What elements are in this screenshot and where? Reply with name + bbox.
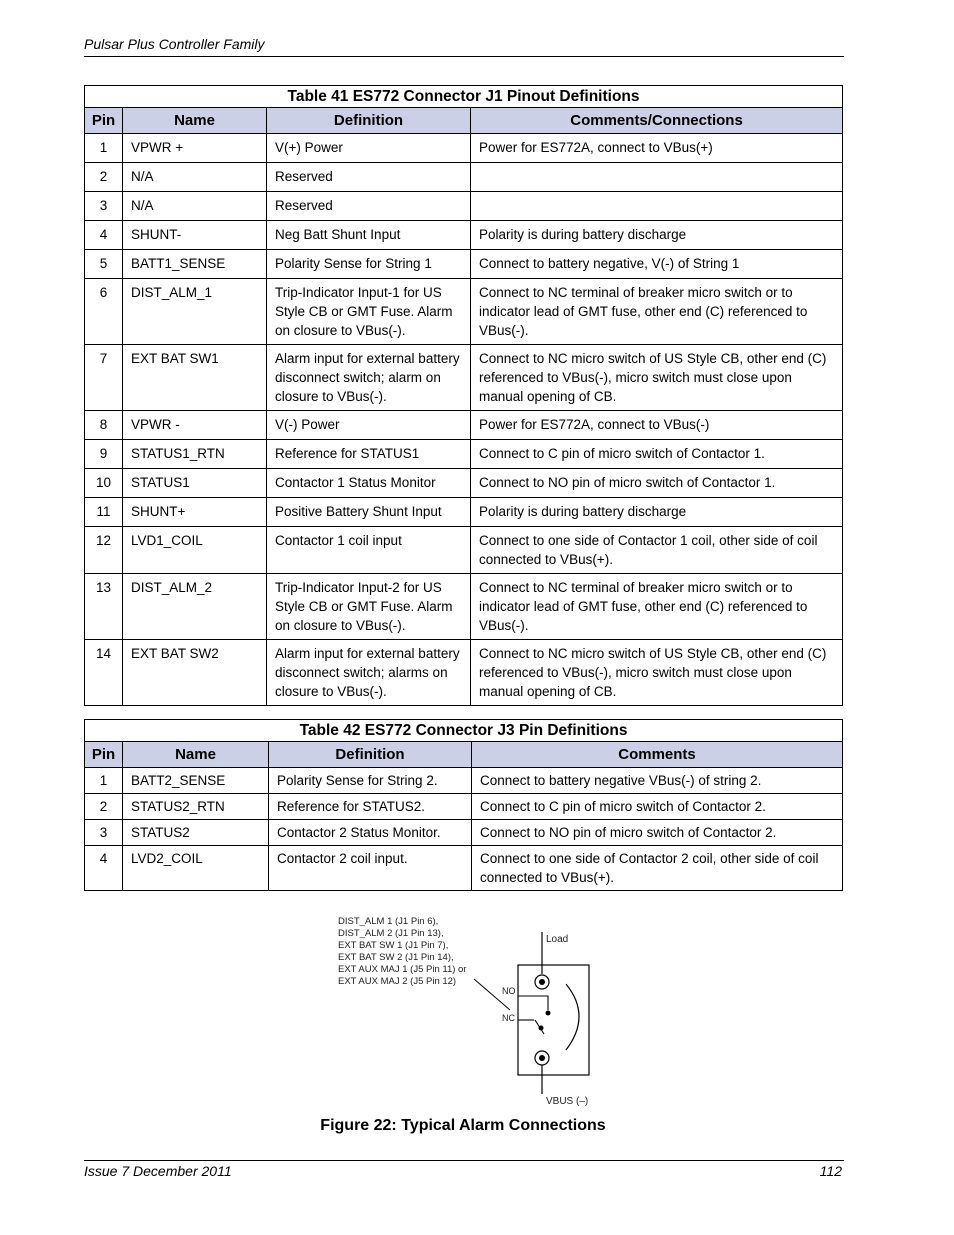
- definition-cell: Polarity Sense for String 1: [267, 250, 471, 279]
- name-cell: STATUS2: [123, 820, 269, 846]
- name-cell: DIST_ALM_2: [123, 574, 267, 640]
- figure-label-line: EXT AUX MAJ 1 (J5 Pin 11) or: [338, 964, 467, 975]
- name-cell: N/A: [123, 192, 267, 221]
- definition-cell: Contactor 2 coil input.: [269, 846, 472, 891]
- definition-cell: Reference for STATUS2.: [269, 794, 472, 820]
- comment-cell: Connect to NC terminal of breaker micro switch or to indicator lead of GMT fuse, other end (C) referenced to VBus(-).: [471, 279, 843, 345]
- comment-cell: Connect to battery negative, V(-) of String 1: [471, 250, 843, 279]
- comment-cell: Power for ES772A, connect to VBus(-): [471, 411, 843, 440]
- comment-cell: Connect to battery negative VBus(-) of string 2.: [472, 768, 843, 794]
- alarm-connection-diagram: [330, 912, 610, 1112]
- figure-label-line: DIST_ALM 1 (J1 Pin 6),: [338, 916, 439, 927]
- table-row: [85, 163, 843, 192]
- no-contact: [546, 1011, 551, 1016]
- load-label: Load: [546, 934, 569, 945]
- no-contact-line: [518, 996, 548, 1010]
- pin-cell: 12: [85, 527, 123, 574]
- definition-cell: Contactor 1 coil input: [267, 527, 471, 574]
- pin-cell: 9: [85, 440, 123, 469]
- definition-cell: Positive Battery Shunt Input: [267, 498, 471, 527]
- comment-cell: Connect to C pin of micro switch of Contactor 2.: [472, 794, 843, 820]
- pin-cell: 2: [85, 794, 123, 820]
- nc-label: NC: [502, 1013, 515, 1023]
- name-cell: EXT BAT SW1: [123, 345, 267, 411]
- figure-caption: Figure 22: Typical Alarm Connections: [320, 1117, 606, 1134]
- table-row: [85, 134, 843, 163]
- page-header: Pulsar Plus Controller Family: [84, 36, 265, 52]
- table-row: [85, 221, 843, 250]
- page-footer: [84, 1163, 842, 1179]
- pin-cell: 1: [85, 768, 123, 794]
- definition-cell: Neg Batt Shunt Input: [267, 221, 471, 250]
- table-row: [85, 574, 843, 640]
- column-header-comments: Comments: [472, 742, 843, 768]
- table-row: [85, 345, 843, 411]
- table-row: [85, 768, 843, 794]
- comment-cell: Polarity is during battery discharge: [471, 498, 843, 527]
- table-row: [85, 820, 843, 846]
- pin-cell: 6: [85, 279, 123, 345]
- column-header-definition: Definition: [267, 108, 471, 134]
- definition-cell: V(+) Power: [267, 134, 471, 163]
- common-contact: [539, 1026, 544, 1031]
- pin-cell: 8: [85, 411, 123, 440]
- table-row: [85, 279, 843, 345]
- pin-cell: 1: [85, 134, 123, 163]
- comment-cell: Connect to NC micro switch of US Style CB, other end (C) referenced to VBus(-), micro switch must close upon manual opening of CB.: [471, 345, 843, 411]
- pin-cell: 13: [85, 574, 123, 640]
- pin-cell: 2: [85, 163, 123, 192]
- issue-date: Issue 7 December 2011: [84, 1163, 232, 1179]
- column-header-name: Name: [123, 742, 269, 768]
- column-header-definition: Definition: [269, 742, 472, 768]
- name-cell: BATT2_SENSE: [123, 768, 269, 794]
- table-row: [85, 846, 843, 891]
- comment-cell: Power for ES772A, connect to VBus(+): [471, 134, 843, 163]
- table-row: [85, 411, 843, 440]
- name-cell: EXT BAT SW2: [123, 640, 267, 706]
- table-row: [85, 498, 843, 527]
- name-cell: N/A: [123, 163, 267, 192]
- definition-cell: Contactor 1 Status Monitor: [267, 469, 471, 498]
- definition-cell: Trip-Indicator Input-2 for US Style CB or GMT Fuse. Alarm on closure to VBus(-).: [267, 574, 471, 640]
- pin-cell: 3: [85, 192, 123, 221]
- alarm-connection-figure: [330, 912, 610, 1112]
- name-cell: DIST_ALM_1: [123, 279, 267, 345]
- table-row: [85, 527, 843, 574]
- name-cell: VPWR -: [123, 411, 267, 440]
- comment-cell: Polarity is during battery discharge: [471, 221, 843, 250]
- pin-cell: 14: [85, 640, 123, 706]
- table-row: [85, 640, 843, 706]
- table-42-title: Table 42 ES772 Connector J3 Pin Definitions: [85, 720, 843, 742]
- definition-cell: Reserved: [267, 192, 471, 221]
- figure-label-line: DIST_ALM 2 (J1 Pin 13),: [338, 928, 444, 939]
- name-cell: STATUS2_RTN: [123, 794, 269, 820]
- comment-cell: Connect to one side of Contactor 1 coil, other side of coil connected to VBus(+).: [471, 527, 843, 574]
- table-row: [85, 469, 843, 498]
- table-41-title: Table 41 ES772 Connector J1 Pinout Definitions: [85, 86, 843, 108]
- footer-rule: [84, 1160, 844, 1161]
- table-row: [85, 440, 843, 469]
- comment-cell: Connect to C pin of micro switch of Contactor 1.: [471, 440, 843, 469]
- pin-cell: 10: [85, 469, 123, 498]
- comment-cell: Connect to NO pin of micro switch of Contactor 1.: [471, 469, 843, 498]
- definition-cell: Contactor 2 Status Monitor.: [269, 820, 472, 846]
- definition-cell: Reference for STATUS1: [267, 440, 471, 469]
- definition-cell: Trip-Indicator Input-1 for US Style CB or GMT Fuse. Alarm on closure to VBus(-).: [267, 279, 471, 345]
- pin-cell: 5: [85, 250, 123, 279]
- pin-cell: 11: [85, 498, 123, 527]
- page-number: 112: [819, 1163, 842, 1179]
- definition-cell: Alarm input for external battery disconnect switch; alarm on closure to VBus(-).: [267, 345, 471, 411]
- comment-cell: [471, 163, 843, 192]
- pin-cell: 7: [85, 345, 123, 411]
- table-row: [85, 192, 843, 221]
- definition-cell: V(-) Power: [267, 411, 471, 440]
- figure-label-line: EXT BAT SW 2 (J1 Pin 14),: [338, 952, 454, 963]
- comment-cell: Connect to NC micro switch of US Style CB, other end (C) referenced to VBus(-), micro switch must close upon manual opening of CB.: [471, 640, 843, 706]
- figure-label-line: EXT AUX MAJ 2 (J5 Pin 12): [338, 976, 457, 987]
- comment-cell: Connect to NO pin of micro switch of Contactor 2.: [472, 820, 843, 846]
- no-label: NO: [502, 986, 516, 996]
- name-cell: STATUS1_RTN: [123, 440, 267, 469]
- vbus-label: VBUS (–): [546, 1096, 589, 1107]
- name-cell: LVD1_COIL: [123, 527, 267, 574]
- name-cell: SHUNT-: [123, 221, 267, 250]
- definition-cell: Reserved: [267, 163, 471, 192]
- definition-cell: Alarm input for external battery disconnect switch; alarms on closure to VBus(-).: [267, 640, 471, 706]
- comment-cell: Connect to one side of Contactor 2 coil, other side of coil connected to VBus(+).: [472, 846, 843, 891]
- column-header-name: Name: [123, 108, 267, 134]
- name-cell: SHUNT+: [123, 498, 267, 527]
- linkage-arc: [566, 984, 579, 1050]
- comment-cell: [471, 192, 843, 221]
- column-header-pin: Pin: [85, 108, 123, 134]
- name-cell: BATT1_SENSE: [123, 250, 267, 279]
- header-rule: [84, 56, 844, 57]
- table-41: [84, 85, 843, 706]
- terminal-top-dot: [539, 979, 545, 985]
- table-row: [85, 250, 843, 279]
- definition-cell: Polarity Sense for String 2.: [269, 768, 472, 794]
- pin-cell: 4: [85, 221, 123, 250]
- name-cell: VPWR +: [123, 134, 267, 163]
- figure-label-line: EXT BAT SW 1 (J1 Pin 7),: [338, 940, 449, 951]
- table-row: [85, 794, 843, 820]
- column-header-pin: Pin: [85, 742, 123, 768]
- column-header-comments: Comments/Connections: [471, 108, 843, 134]
- comment-cell: Connect to NC terminal of breaker micro switch or to indicator lead of GMT fuse, other end (C) referenced to VBus(-).: [471, 574, 843, 640]
- name-cell: STATUS1: [123, 469, 267, 498]
- name-cell: LVD2_COIL: [123, 846, 269, 891]
- pin-cell: 4: [85, 846, 123, 891]
- pin-cell: 3: [85, 820, 123, 846]
- terminal-bottom-dot: [539, 1055, 545, 1061]
- table-42: [84, 719, 843, 891]
